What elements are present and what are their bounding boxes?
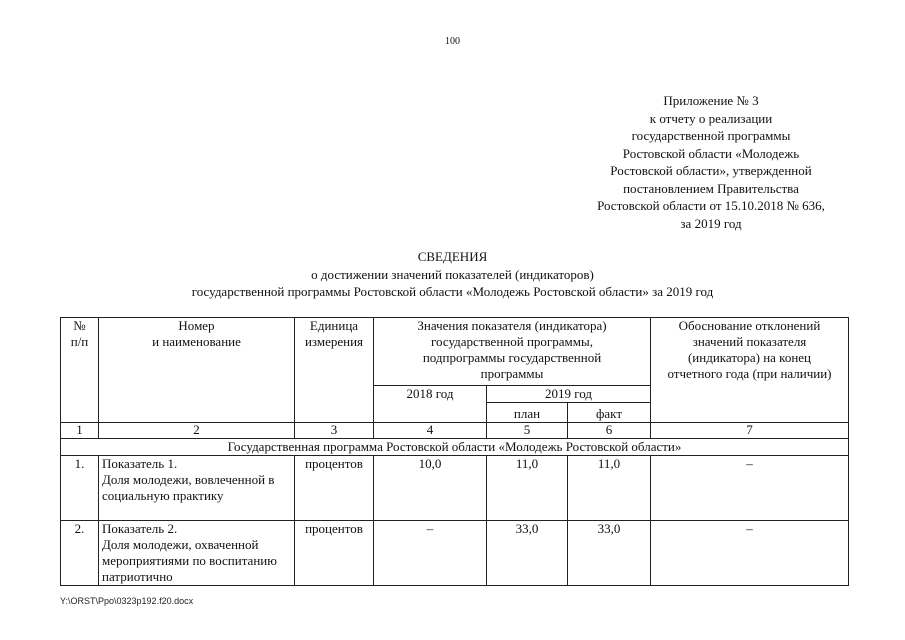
header-name: Номер и наименование	[99, 318, 295, 423]
table-row	[61, 456, 849, 521]
title-line: государственной программы Ростовской области «Молодежь Ростовской области» за 2019 год	[191, 284, 714, 299]
header-year-2018: 2018 год	[374, 386, 487, 423]
row-unit: процентов	[295, 521, 374, 586]
appendix-line: государственной программы	[631, 128, 791, 143]
title-heading: СВЕДЕНИЯ	[417, 249, 488, 264]
indicators-table	[60, 317, 849, 586]
row-plan-2019: 33,0	[487, 521, 568, 586]
header-year-2019: 2019 год	[487, 386, 651, 403]
appendix-line: постановлением Правительства	[623, 180, 799, 196]
row-indicator-desc: Доля молодежи, вовлеченной в социальную практику	[102, 472, 275, 503]
title-line: о достижении значений показателей (индикаторов)	[311, 266, 594, 282]
appendix-line: Ростовской области от 15.10.2018 № 636,	[597, 198, 825, 213]
header-justification: Обоснование отклонений значений показателя (индикатора) на конец отчетного года (при наличии)	[651, 318, 849, 423]
row-indicator	[99, 521, 295, 586]
section-title: Государственная программа Ростовской области «Молодежь Ростовской области»	[61, 439, 849, 456]
document-title	[0, 248, 905, 301]
row-fact-2019: 11,0	[568, 456, 651, 521]
row-indicator-name: Показатель 1.	[102, 456, 178, 471]
appendix-line: к отчету о реализации	[649, 110, 773, 126]
row-plan-2019: 11,0	[487, 456, 568, 521]
column-number: 4	[374, 423, 487, 439]
file-path-footer: Y:\ORST\Ppo\0323p192.f20.docx	[60, 596, 194, 606]
column-number: 3	[295, 423, 374, 439]
header-plan: план	[487, 403, 568, 423]
header-num: № п/п	[61, 318, 99, 423]
row-value-2018: 10,0	[374, 456, 487, 521]
appendix-line: Ростовской области», утвержденной	[610, 163, 812, 178]
header-values: Значения показателя (индикатора) государственной программы, подпрограммы государственной программы	[374, 318, 651, 386]
column-number: 1	[61, 423, 99, 439]
column-number: 6	[568, 423, 651, 439]
row-unit: процентов	[295, 456, 374, 521]
row-value-2018: –	[374, 521, 487, 586]
table-row	[61, 521, 849, 586]
appendix-line: за 2019 год	[680, 215, 742, 231]
row-num: 2.	[61, 521, 99, 586]
column-number: 7	[651, 423, 849, 439]
row-justification: –	[651, 521, 849, 586]
appendix-line: Ростовской области «Молодежь	[622, 145, 800, 161]
column-number: 5	[487, 423, 568, 439]
header-row	[61, 318, 849, 386]
row-num: 1.	[61, 456, 99, 521]
section-row	[61, 439, 849, 456]
appendix-note	[560, 92, 862, 232]
header-unit: Единица измерения	[295, 318, 374, 423]
row-indicator	[99, 456, 295, 521]
row-fact-2019: 33,0	[568, 521, 651, 586]
column-number-row	[61, 423, 849, 439]
appendix-line: Приложение № 3	[663, 93, 759, 108]
row-justification: –	[651, 456, 849, 521]
page-number: 100	[445, 36, 460, 47]
header-fact: факт	[568, 403, 651, 423]
column-number: 2	[99, 423, 295, 439]
row-indicator-desc: Доля молодежи, охваченной мероприятиями по воспитанию патриотично	[102, 537, 277, 584]
row-indicator-name: Показатель 2.	[102, 521, 178, 536]
